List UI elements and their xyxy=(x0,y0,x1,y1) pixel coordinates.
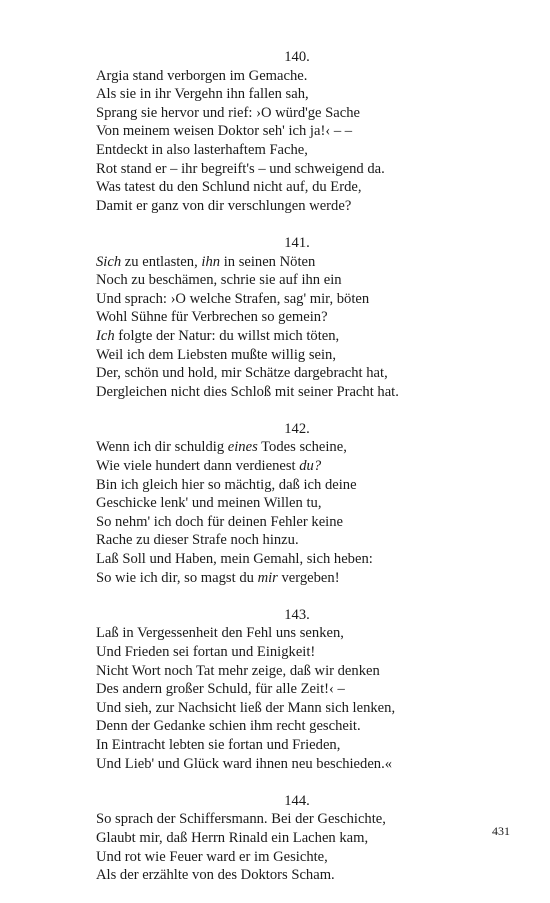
verse-text: Des andern großer Schuld, für alle Zeit!‹ – xyxy=(96,681,345,698)
verse-text: Von meinem weisen Doktor seh' ich ja!‹ – – xyxy=(96,123,353,140)
verse-line xyxy=(96,271,516,290)
verse-text: vergeben! xyxy=(277,569,340,586)
verse-line xyxy=(96,197,516,216)
italic-text: Sich xyxy=(96,253,122,270)
verse-text: Argia stand verborgen im Gemache. xyxy=(96,67,308,84)
verse-line xyxy=(96,699,516,718)
verse-text: Und Lieb' und Glück ward ihnen neu beschieden.« xyxy=(96,755,393,772)
verse-text: Und sieh, zur Nachsicht ließ der Mann sich lenken, xyxy=(96,699,396,716)
verse-text: Bin ich gleich hier so mächtig, daß ich deine xyxy=(96,476,357,493)
stanza xyxy=(96,420,516,587)
verse-text: Und rot wie Feuer ward er im Gesichte, xyxy=(96,848,328,865)
verse-line xyxy=(96,253,516,272)
verse-line xyxy=(96,160,516,179)
italic-text: du? xyxy=(299,458,322,475)
italic-text: Ich xyxy=(96,327,115,344)
verse-line xyxy=(96,141,516,160)
verse-text: Dergleichen nicht dies Schloß mit seiner Pracht hat. xyxy=(96,383,399,400)
verse-line xyxy=(96,643,516,662)
verse-text: Laß in Vergessenheit den Fehl uns senken, xyxy=(96,625,344,642)
stanza-number: 144. xyxy=(284,792,310,809)
verse-text: Rache zu dieser Strafe noch hinzu. xyxy=(96,532,299,549)
verse-line xyxy=(96,476,516,495)
verse-line xyxy=(96,438,516,457)
stanza xyxy=(96,792,516,885)
verse-line xyxy=(96,85,516,104)
verse-line xyxy=(96,122,516,141)
verse-line xyxy=(96,848,516,867)
verse-text: Was tatest du den Schlund nicht auf, du Erde, xyxy=(96,179,362,196)
verse-line xyxy=(96,810,516,829)
verse-text: Wenn ich dir schuldig xyxy=(96,439,228,456)
verse-text: Geschicke lenk' und meinen Willen tu, xyxy=(96,495,322,512)
verse-line xyxy=(96,308,516,327)
verse-line xyxy=(96,364,516,383)
stanza-number: 140. xyxy=(284,49,310,65)
verse-text: Denn der Gedanke schien ihm recht gescheit. xyxy=(96,718,361,735)
verse-line xyxy=(96,104,516,123)
verse-text: So sprach der Schiffersmann. Bei der Geschichte, xyxy=(96,811,386,828)
verse-text: Entdeckt in also lasterhaftem Fache, xyxy=(96,141,308,158)
verse-line xyxy=(96,755,516,774)
verse-line xyxy=(96,624,516,643)
verse-line xyxy=(96,550,516,569)
verse-line xyxy=(96,67,516,86)
stanza-number: 142. xyxy=(284,420,310,437)
verse-text: So wie ich dir, so magst du xyxy=(96,569,258,586)
verse-line xyxy=(96,662,516,681)
verse-text: Als sie in ihr Vergehn ihn fallen sah, xyxy=(96,86,309,103)
verse-line xyxy=(96,346,516,365)
verse-line xyxy=(96,513,516,532)
verse-text: Glaubt mir, daß Herrn Rinald ein Lachen kam, xyxy=(96,829,369,846)
verse-text: Todes scheine, xyxy=(257,439,347,456)
verse-line xyxy=(96,457,516,476)
verse-text: Weil ich dem Liebsten mußte willig sein, xyxy=(96,346,336,363)
verse-text: zu entlasten, xyxy=(121,253,202,270)
verse-text: Und sprach: ›O welche Strafen, sag' mir, böten xyxy=(96,290,370,307)
verse-text: So nehm' ich doch für deinen Fehler keine xyxy=(96,513,344,530)
stanza-number: 141. xyxy=(284,234,310,251)
verse-text: Noch zu beschämen, schrie sie auf ihn ein xyxy=(96,272,342,289)
verse-text: Rot stand er – ihr begreift's – und schweigend da. xyxy=(96,160,385,177)
italic-text: eines xyxy=(227,439,258,456)
verse-line xyxy=(96,866,516,885)
page-number: 431 xyxy=(492,824,510,838)
italic-text: ihn xyxy=(201,253,221,270)
verse-text: Laß Soll und Haben, mein Gemahl, sich heben: xyxy=(96,551,373,568)
verse-line xyxy=(96,531,516,550)
verse-text: Nicht Wort noch Tat mehr zeige, daß wir denken xyxy=(96,662,380,679)
verse-line xyxy=(96,829,516,848)
verse-line xyxy=(96,717,516,736)
verse-text: in seinen Nöten xyxy=(220,253,316,270)
verse-line xyxy=(96,680,516,699)
verse-line xyxy=(96,290,516,309)
verse-text: Wie viele hundert dann verdienest xyxy=(96,458,300,475)
verse-line xyxy=(96,569,516,588)
stanza xyxy=(96,234,516,401)
stanza xyxy=(96,606,516,773)
verse-text: Als der erzählte von des Doktors Scham. xyxy=(96,867,335,884)
verse-text: Der, schön und hold, mir Schätze dargebracht hat, xyxy=(96,365,388,382)
verse-text: In Eintracht lebten sie fortan und Frieden, xyxy=(96,736,341,753)
verse-line xyxy=(96,327,516,346)
verse-text: Damit er ganz von dir verschlungen werde? xyxy=(96,197,352,214)
stanza xyxy=(96,48,516,215)
verse-text: Sprang sie hervor und rief: ›O würd'ge Sache xyxy=(96,104,361,121)
poem-text xyxy=(96,48,516,903)
verse-text: Und Frieden sei fortan und Einigkeit! xyxy=(96,644,316,660)
verse-line xyxy=(96,178,516,197)
verse-text: Wohl Sühne für Verbrechen so gemein? xyxy=(96,309,328,326)
verse-line xyxy=(96,736,516,755)
verse-line xyxy=(96,494,516,513)
italic-text: mir xyxy=(257,569,278,586)
verse-line xyxy=(96,383,516,402)
stanza-number: 143. xyxy=(284,606,310,623)
verse-text: folgte der Natur: du willst mich töten, xyxy=(114,327,340,344)
